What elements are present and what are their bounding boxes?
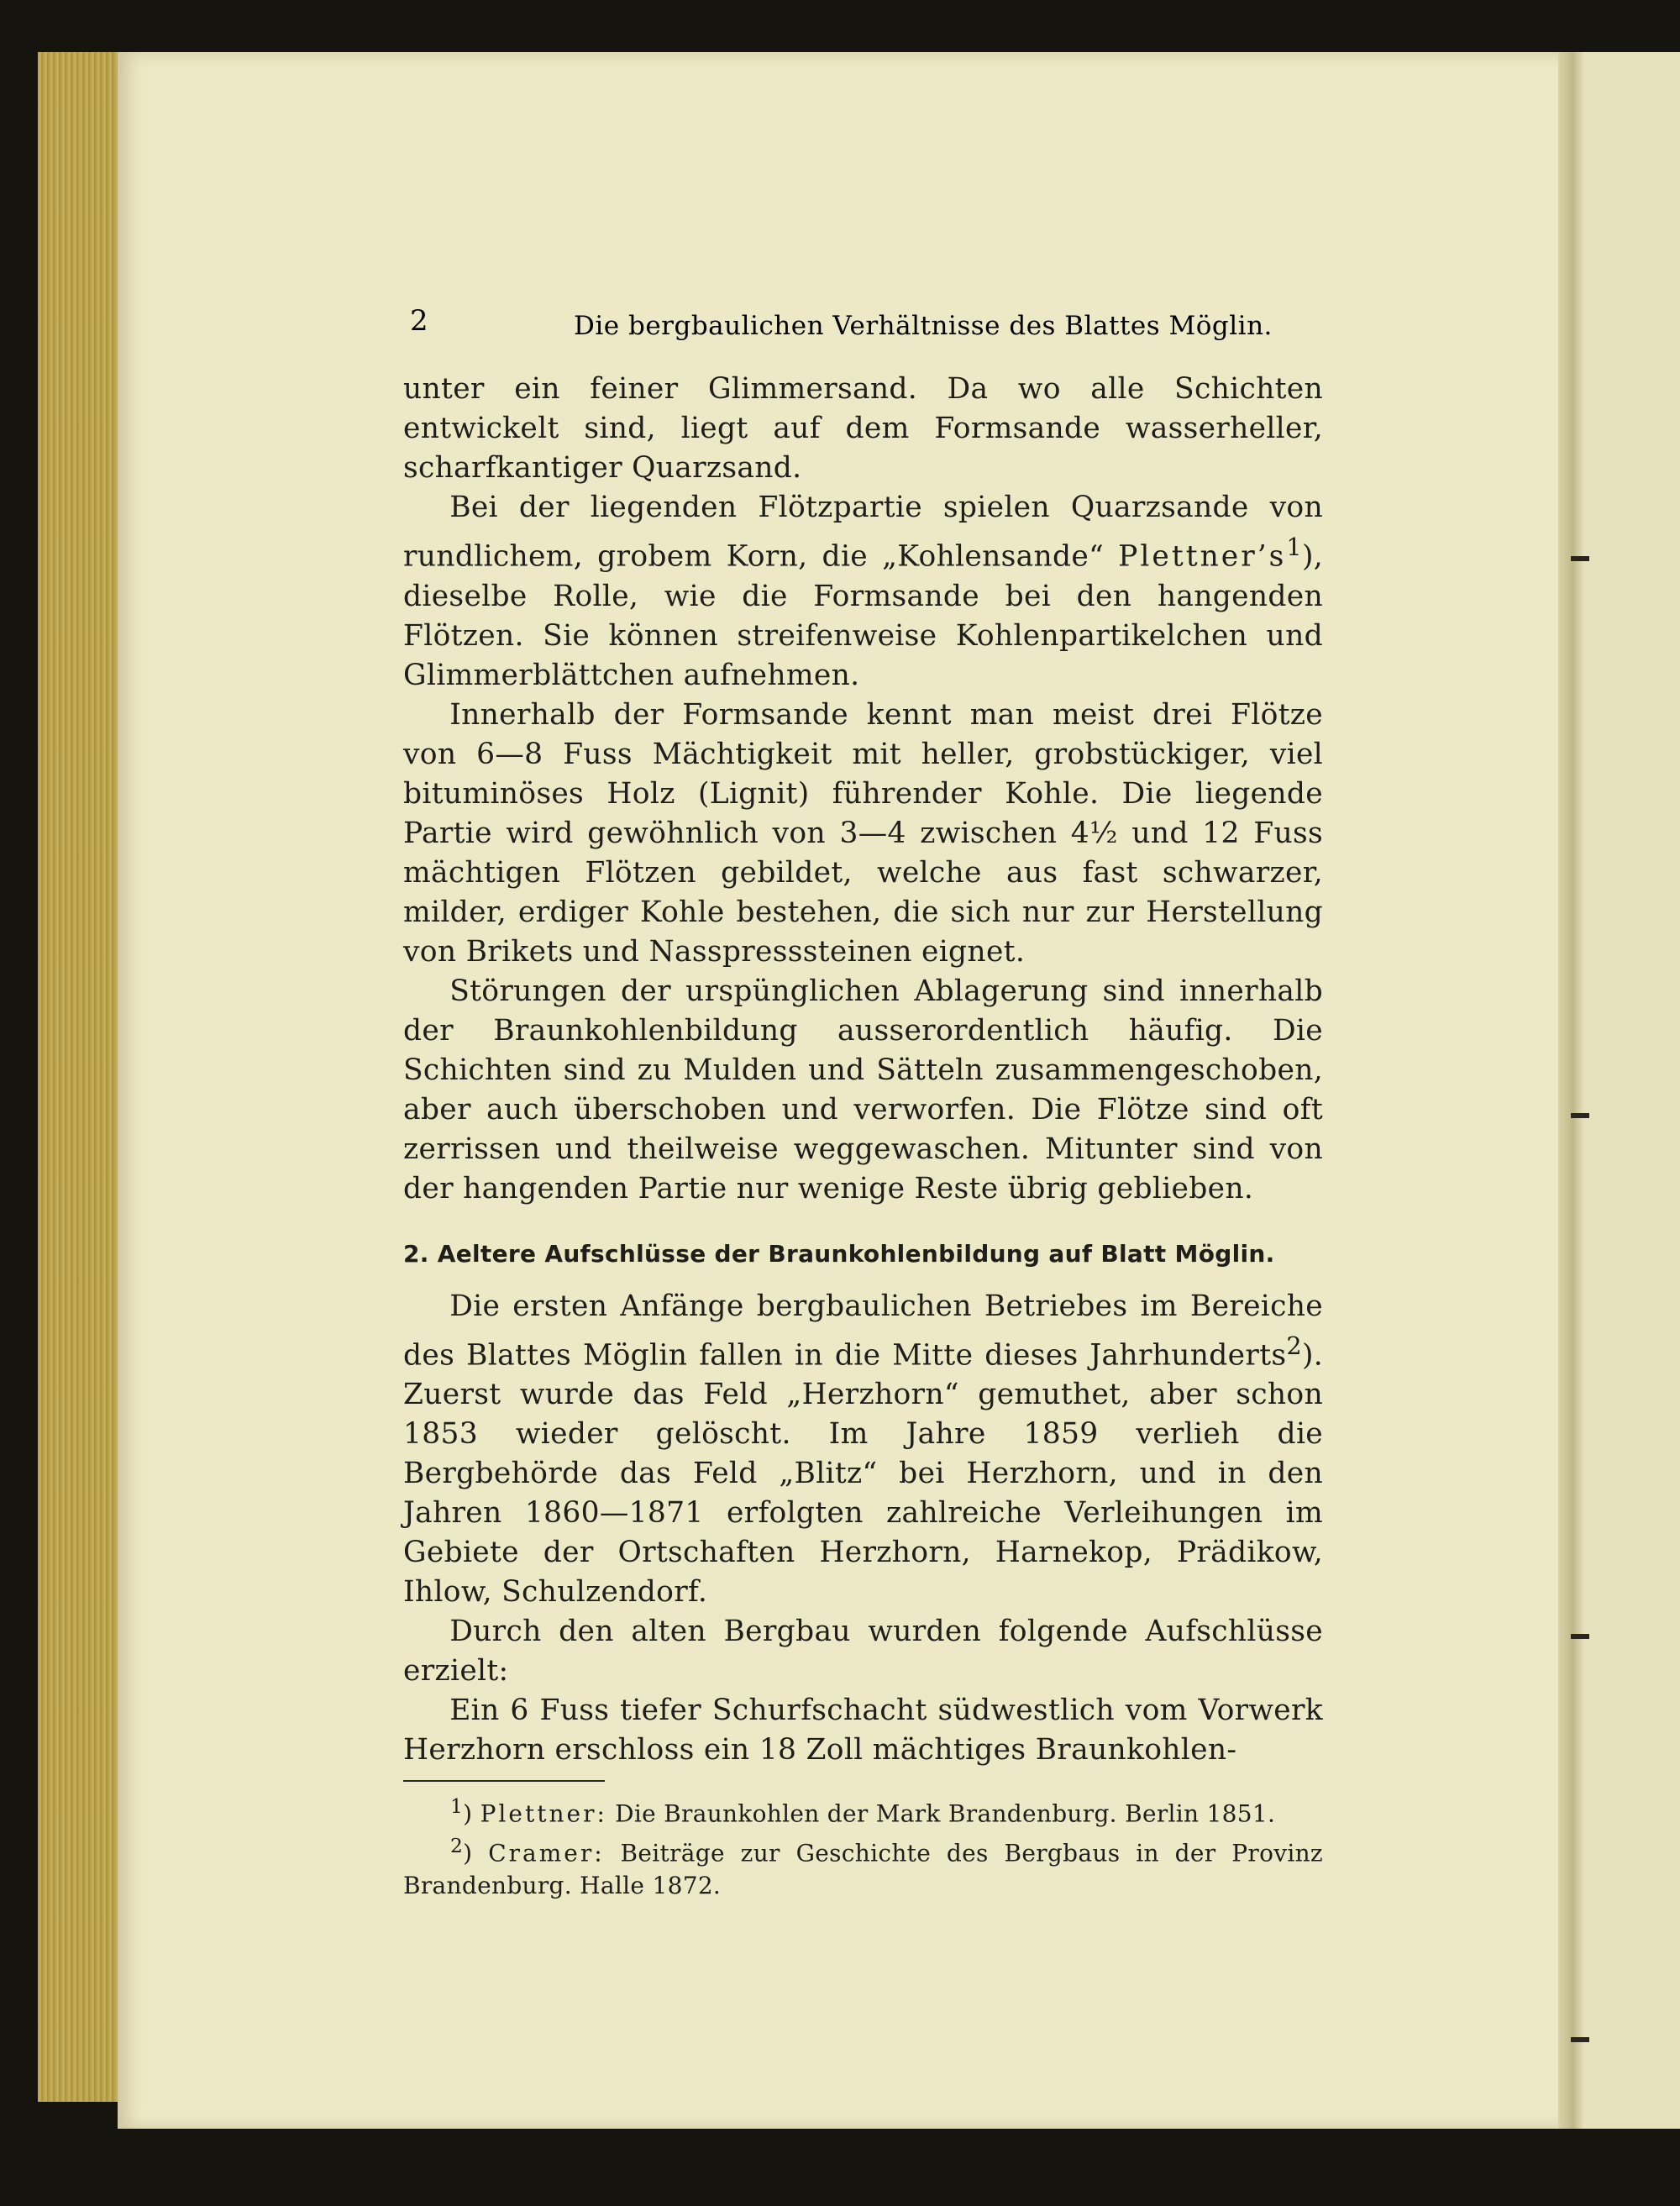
binding-mark bbox=[1571, 556, 1589, 561]
paragraph-5-text-b: ). Zuerst wurde das Feld „Herzhorn“ gemuthet, aber schon 1853 wieder gelöscht. Im Jahre 1859 verlieh die Bergbehörde das Feld „Blitz“ bei Herzhorn, und in den Jahren 1860—1871 erfolgten zahlreiche Verleihungen im Gebiete der Ortschaften Herzhorn, Harnekop, Prädikow, Ihlow, Schulzendorf. bbox=[403, 1338, 1323, 1609]
page-header bbox=[410, 304, 1330, 346]
paragraph-2-text-a: Bei der liegenden Flötzpartie spielen Quarzsande von rundlichem, grobem Korn, die „Kohlensande“ bbox=[403, 491, 1323, 574]
footnote-ref-2: 2 bbox=[1286, 1331, 1302, 1360]
footnote-2-text: Beiträge zur Geschichte des Bergbaus in der Provinz Brandenburg. Halle 1872. bbox=[403, 1839, 1323, 1899]
running-head: Die bergbaulichen Verhältnisse des Blattes Möglin. bbox=[574, 311, 1273, 341]
binding-mark bbox=[1571, 1113, 1589, 1118]
footnote-1-text: Die Braunkohlen der Mark Brandenburg. Berlin 1851. bbox=[606, 1799, 1276, 1828]
paragraph-3: Innerhalb der Formsande kennt man meist drei Flötze von 6—8 Fuss Mächtigkeit mit heller, grobstückiger, viel bituminöses Holz (Lignit) führender Kohle. Die liegende Partie wird gewöhnlich von 3—4 zwischen 4½ und 12 Fuss mächtigen Flötzen gebildet, welche aus fast schwarzer, milder, erdiger Kohle bestehen, die sich nur zur Herstellung von Brikets und Nasspresssteinen eignet. bbox=[403, 697, 1323, 969]
footnote-rule bbox=[403, 1780, 605, 1782]
book-gutter bbox=[1558, 52, 1583, 2129]
paragraph-1: unter ein feiner Glimmersand. Da wo alle Schichten entwickelt sind, liegt auf dem Formsande wasserheller, scharfkantiger Quarzsand. bbox=[403, 372, 1323, 485]
author-name-plettner: Plettner’s bbox=[1118, 539, 1287, 574]
binding-mark bbox=[1571, 1634, 1589, 1639]
section-title: 2. Aeltere Aufschlüsse der Braunkohlenbildung auf Blatt Möglin. bbox=[403, 1239, 1275, 1268]
footnote-2-author: Cramer: bbox=[488, 1839, 605, 1867]
footnote-1-author: Plettner: bbox=[480, 1799, 607, 1828]
footnote-2: $^2$) Cramer: Beiträge zur Geschichte des Bergbaus in der Provinz Brandenburg. Halle 1872. bbox=[403, 1834, 1323, 1899]
footnote-1: $^1$) Plettner: Die Braunkohlen der Mark Brandenburg. Berlin 1851. bbox=[450, 1794, 1276, 1828]
page-number: 2 bbox=[410, 304, 428, 338]
paragraph-7: Ein 6 Fuss tiefer Schurfschacht südwestlich vom Vorwerk Herzhorn erschloss ein 18 Zoll mächtiges Braunkohlen- bbox=[403, 1694, 1323, 1767]
paragraph-2-text-b: ), dieselbe Rolle, wie die Formsande bei den hangenden Flötzen. Sie können streifenweise Kohlenpartikelchen und Glimmerblättchen aufnehmen. bbox=[403, 539, 1323, 692]
footnote-2-mark: 2 bbox=[450, 1834, 464, 1858]
facing-page-edge bbox=[1583, 52, 1680, 2129]
footnote-1-mark: 1 bbox=[450, 1794, 464, 1818]
page-body bbox=[403, 370, 1323, 1902]
paragraph-2 bbox=[403, 488, 1323, 696]
paragraph-5-text-a: Die ersten Anfänge bergbaulichen Betriebes im Bereiche des Blattes Möglin fallen in die Mitte dieses Jahrhunderts bbox=[403, 1289, 1323, 1372]
paragraph-6: Durch den alten Bergbau wurden folgende Aufschlüsse erzielt: bbox=[403, 1615, 1323, 1688]
footnote-ref-1: 1 bbox=[1286, 533, 1302, 561]
page-edges bbox=[38, 52, 130, 2102]
paragraph-5 bbox=[403, 1287, 1323, 1613]
binding-mark bbox=[1571, 2037, 1589, 2042]
paragraph-4: Störungen der urspünglichen Ablagerung sind innerhalb der Braunkohlenbildung ausserordentlich häufig. Die Schichten sind zu Mulden und Sätteln zusammengeschoben, aber auch überschoben und verworfen. Die Flötze sind oft zerrissen und theilweise weggewaschen. Mitunter sind von der hangenden Partie nur wenige Reste übrig geblieben. bbox=[403, 974, 1323, 1205]
